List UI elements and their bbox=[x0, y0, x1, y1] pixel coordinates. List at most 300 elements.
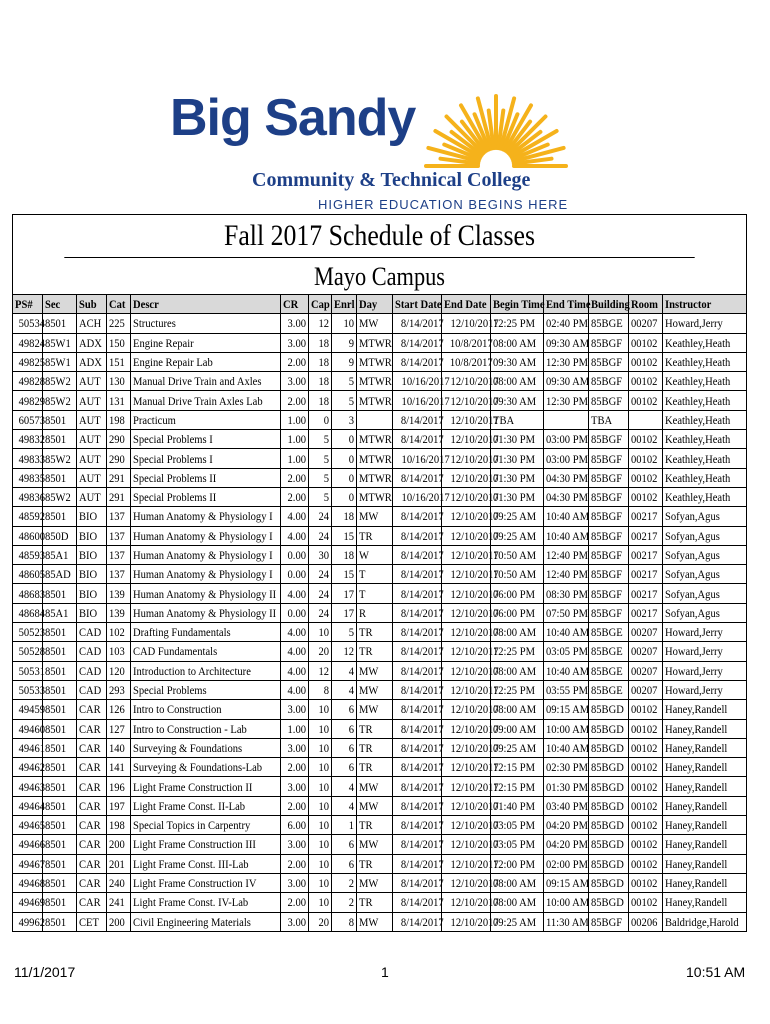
table-cell: TR bbox=[357, 719, 393, 738]
table-row bbox=[13, 372, 747, 391]
table-cell: 8501 bbox=[43, 642, 77, 661]
table-cell: TBA bbox=[491, 410, 544, 429]
table-cell: 3.00 bbox=[281, 873, 309, 892]
table-cell: 8/14/2017 bbox=[393, 700, 442, 719]
table-cell: 200 bbox=[107, 835, 131, 854]
table-cell: 2 bbox=[332, 893, 357, 912]
column-header: Begin Time bbox=[491, 295, 544, 314]
table-cell: 00217 bbox=[629, 603, 663, 622]
table-cell: 49836 bbox=[13, 487, 43, 506]
table-cell: ACH bbox=[77, 314, 107, 333]
table-row bbox=[13, 854, 747, 873]
table-cell: 08:00 AM bbox=[491, 623, 544, 642]
table-cell: 5 bbox=[332, 372, 357, 391]
table-cell: 12/10/2017 bbox=[442, 545, 491, 564]
table-cell: 8/14/2017 bbox=[393, 893, 442, 912]
table-cell: 6 bbox=[332, 719, 357, 738]
campus-name: Mayo Campus bbox=[313, 262, 446, 291]
table-cell: 8501 bbox=[43, 468, 77, 487]
column-header: Room bbox=[629, 295, 663, 314]
table-row bbox=[13, 719, 747, 738]
table-cell: 0.00 bbox=[281, 565, 309, 584]
table-cell: 3.00 bbox=[281, 372, 309, 391]
table-cell: 6 bbox=[332, 758, 357, 777]
table-cell: 241 bbox=[107, 893, 131, 912]
table-row bbox=[13, 430, 747, 449]
table-cell: CAD bbox=[77, 680, 107, 699]
table-cell: MW bbox=[357, 796, 393, 815]
table-row bbox=[13, 391, 747, 410]
table-cell: Human Anatomy & Physiology I bbox=[131, 545, 281, 564]
table-cell: 12/10/2017 bbox=[442, 507, 491, 526]
table-cell: 12/10/2017 bbox=[442, 526, 491, 545]
table-cell: 2.00 bbox=[281, 487, 309, 506]
table-cell: Surveying & Foundations bbox=[131, 738, 281, 757]
table-cell: 12:40 PM bbox=[544, 545, 589, 564]
table-cell: 02:00 PM bbox=[544, 854, 589, 873]
table-cell: 50533 bbox=[13, 680, 43, 699]
table-cell: 8/14/2017 bbox=[393, 777, 442, 796]
table-cell: 8501 bbox=[43, 777, 77, 796]
column-header: Cap bbox=[309, 295, 332, 314]
table-cell: Manual Drive Train and Axles bbox=[131, 372, 281, 391]
table-cell: CAD bbox=[77, 661, 107, 680]
table-cell: 10 bbox=[309, 816, 332, 835]
table-cell: 17 bbox=[332, 584, 357, 603]
table-cell: TR bbox=[357, 642, 393, 661]
table-cell: 8/14/2017 bbox=[393, 468, 442, 487]
table-cell: 12/10/2017 bbox=[442, 854, 491, 873]
table-cell: 1.00 bbox=[281, 410, 309, 429]
table-cell: 291 bbox=[107, 468, 131, 487]
table-cell: 49460 bbox=[13, 719, 43, 738]
table-cell: 85BGF bbox=[589, 333, 629, 352]
column-header: PS# bbox=[13, 295, 43, 314]
table-cell: 85BGF bbox=[589, 487, 629, 506]
table-cell: 49468 bbox=[13, 873, 43, 892]
table-cell: 139 bbox=[107, 584, 131, 603]
table-cell: 12/10/2017 bbox=[442, 719, 491, 738]
table-cell: 15 bbox=[332, 565, 357, 584]
table-cell: 6 bbox=[332, 738, 357, 757]
table-cell: 150 bbox=[107, 333, 131, 352]
table-cell: R bbox=[357, 603, 393, 622]
table-cell: AUT bbox=[77, 410, 107, 429]
table-row bbox=[13, 623, 747, 642]
table-cell: 48683 bbox=[13, 584, 43, 603]
table-cell: 8/14/2017 bbox=[393, 314, 442, 333]
table-cell: 12/10/2017 bbox=[442, 565, 491, 584]
table-cell: Keathley,Heath bbox=[663, 391, 747, 410]
table-cell: CAD bbox=[77, 623, 107, 642]
table-cell: 08:00 AM bbox=[491, 893, 544, 912]
column-header: Enrl bbox=[332, 295, 357, 314]
table-cell: 4.00 bbox=[281, 623, 309, 642]
table-cell: 01:30 PM bbox=[491, 487, 544, 506]
table-cell: 3.00 bbox=[281, 700, 309, 719]
table-cell: 1 bbox=[332, 816, 357, 835]
table-cell: 9 bbox=[332, 352, 357, 371]
table-cell: 10:40 AM bbox=[544, 738, 589, 757]
table-cell: 2 bbox=[332, 873, 357, 892]
table-header-row bbox=[13, 295, 747, 314]
table-cell: 120 bbox=[107, 661, 131, 680]
table-cell: Light Frame Construction III bbox=[131, 835, 281, 854]
table-cell: 12/10/2017 bbox=[442, 642, 491, 661]
table-cell: 12/10/2017 bbox=[442, 623, 491, 642]
table-cell: 00102 bbox=[629, 700, 663, 719]
table-cell: 8501 bbox=[43, 507, 77, 526]
table-cell: 2.00 bbox=[281, 854, 309, 873]
table-cell: T bbox=[357, 584, 393, 603]
table-cell: 8501 bbox=[43, 835, 77, 854]
table-cell: Surveying & Foundations-Lab bbox=[131, 758, 281, 777]
table-cell: 103 bbox=[107, 642, 131, 661]
table-cell: 49824 bbox=[13, 333, 43, 352]
table-row bbox=[13, 680, 747, 699]
table-cell: 137 bbox=[107, 526, 131, 545]
table-cell: 2.00 bbox=[281, 391, 309, 410]
table-cell: 10/8/2017 bbox=[442, 333, 491, 352]
table-cell: 04:30 PM bbox=[544, 487, 589, 506]
table-cell: Sofyan,Agus bbox=[663, 545, 747, 564]
table-cell: 12:00 PM bbox=[491, 854, 544, 873]
table-cell: 48600 bbox=[13, 526, 43, 545]
table-cell: 12/10/2017 bbox=[442, 391, 491, 410]
table-cell: 09:30 AM bbox=[491, 352, 544, 371]
table-cell: 12/10/2017 bbox=[442, 430, 491, 449]
table-cell: 85BGF bbox=[589, 430, 629, 449]
table-row bbox=[13, 661, 747, 680]
table-cell: TBA bbox=[589, 410, 629, 429]
table-cell: 08:00 AM bbox=[491, 873, 544, 892]
table-cell: 4.00 bbox=[281, 507, 309, 526]
table-cell: 3 bbox=[332, 410, 357, 429]
table-row bbox=[13, 796, 747, 815]
table-cell: 0 bbox=[332, 449, 357, 468]
table-cell: 12/10/2017 bbox=[442, 603, 491, 622]
table-cell: 09:00 AM bbox=[491, 719, 544, 738]
table-cell: 00102 bbox=[629, 854, 663, 873]
footer-time: 10:51 AM bbox=[686, 964, 746, 980]
table-cell: Light Frame Const. III-Lab bbox=[131, 854, 281, 873]
table-cell: 24 bbox=[309, 526, 332, 545]
table-cell: 00217 bbox=[629, 507, 663, 526]
table-cell: AUT bbox=[77, 449, 107, 468]
table-cell: 00102 bbox=[629, 449, 663, 468]
table-cell: 3.00 bbox=[281, 738, 309, 757]
table-cell: 8 bbox=[332, 912, 357, 931]
table-row bbox=[13, 468, 747, 487]
college-logo bbox=[170, 89, 590, 216]
table-cell: MTWR bbox=[357, 391, 393, 410]
table-cell: BIO bbox=[77, 545, 107, 564]
table-cell: Haney,Randell bbox=[663, 796, 747, 815]
table-cell: 48684 bbox=[13, 603, 43, 622]
table-cell: 24 bbox=[309, 584, 332, 603]
table-cell: 49835 bbox=[13, 468, 43, 487]
table-cell: MW bbox=[357, 777, 393, 796]
table-cell: 12:30 PM bbox=[544, 352, 589, 371]
table-cell: 00207 bbox=[629, 314, 663, 333]
table-cell: 8/14/2017 bbox=[393, 603, 442, 622]
table-cell: MTWR bbox=[357, 352, 393, 371]
table-cell: Manual Drive Train Axles Lab bbox=[131, 391, 281, 410]
table-cell: 85BGD bbox=[589, 816, 629, 835]
column-header: Start Date bbox=[393, 295, 442, 314]
table-cell: 03:00 PM bbox=[544, 430, 589, 449]
table-cell: 10 bbox=[309, 854, 332, 873]
table-cell: 12/10/2017 bbox=[442, 835, 491, 854]
table-cell: 293 bbox=[107, 680, 131, 699]
table-cell: CAD Fundamentals bbox=[131, 642, 281, 661]
table-cell: 10 bbox=[309, 893, 332, 912]
table-cell: 85BGD bbox=[589, 873, 629, 892]
table-cell: 198 bbox=[107, 410, 131, 429]
table-cell: MTWR bbox=[357, 468, 393, 487]
table-cell: 01:30 PM bbox=[491, 468, 544, 487]
table-cell: Haney,Randell bbox=[663, 719, 747, 738]
table-cell: MW bbox=[357, 314, 393, 333]
table-cell: 5 bbox=[309, 487, 332, 506]
table-cell: 8/14/2017 bbox=[393, 430, 442, 449]
table-row bbox=[13, 700, 747, 719]
table-cell: 08:00 AM bbox=[491, 661, 544, 680]
table-cell: 00102 bbox=[629, 372, 663, 391]
table-cell: T bbox=[357, 565, 393, 584]
table-row bbox=[13, 758, 747, 777]
table-row bbox=[13, 816, 747, 835]
table-cell: Human Anatomy & Physiology II bbox=[131, 584, 281, 603]
table-cell: 8/14/2017 bbox=[393, 642, 442, 661]
table-cell: 08:00 AM bbox=[491, 333, 544, 352]
column-header: Sub bbox=[77, 295, 107, 314]
table-cell: 10:50 AM bbox=[491, 545, 544, 564]
table-cell: 140 bbox=[107, 738, 131, 757]
table-cell: CAR bbox=[77, 738, 107, 757]
table-cell: Light Frame Construction IV bbox=[131, 873, 281, 892]
table-cell: 85W2 bbox=[43, 391, 77, 410]
table-cell: Special Problems bbox=[131, 680, 281, 699]
table-cell: 201 bbox=[107, 854, 131, 873]
table-cell: 240 bbox=[107, 873, 131, 892]
table-cell: 8/14/2017 bbox=[393, 661, 442, 680]
table-cell: 00207 bbox=[629, 642, 663, 661]
table-cell: 8/14/2017 bbox=[393, 333, 442, 352]
table-cell: 49828 bbox=[13, 372, 43, 391]
table-cell: 03:05 PM bbox=[544, 642, 589, 661]
table-cell: 85W2 bbox=[43, 487, 77, 506]
table-cell: 06:00 PM bbox=[491, 603, 544, 622]
table-cell: 85BGD bbox=[589, 738, 629, 757]
table-cell: 07:50 PM bbox=[544, 603, 589, 622]
table-cell: Howard,Jerry bbox=[663, 661, 747, 680]
table-cell: 6.00 bbox=[281, 816, 309, 835]
table-cell: 49464 bbox=[13, 796, 43, 815]
table-cell: 0 bbox=[332, 430, 357, 449]
table-cell: 10 bbox=[309, 719, 332, 738]
table-cell: CAR bbox=[77, 700, 107, 719]
table-cell: CAR bbox=[77, 777, 107, 796]
table-cell: 00207 bbox=[629, 623, 663, 642]
table-cell: 1.00 bbox=[281, 449, 309, 468]
table-cell: 60573 bbox=[13, 410, 43, 429]
schedule-header-frame bbox=[12, 214, 747, 295]
table-cell: 5 bbox=[309, 449, 332, 468]
table-cell: Special Problems I bbox=[131, 430, 281, 449]
table-cell: 137 bbox=[107, 507, 131, 526]
table-cell: Sofyan,Agus bbox=[663, 526, 747, 545]
table-cell: CAR bbox=[77, 835, 107, 854]
table-cell: Light Frame Construction II bbox=[131, 777, 281, 796]
table-cell: 3.00 bbox=[281, 777, 309, 796]
table-cell: 12 bbox=[309, 314, 332, 333]
table-cell: CAR bbox=[77, 816, 107, 835]
table-cell: 12:40 PM bbox=[544, 565, 589, 584]
table-cell: 10 bbox=[309, 873, 332, 892]
table-cell: 01:30 PM bbox=[544, 777, 589, 796]
table-cell: 200 bbox=[107, 912, 131, 931]
table-cell: 00102 bbox=[629, 873, 663, 892]
table-cell: 12:25 PM bbox=[491, 642, 544, 661]
table-cell: 85BGF bbox=[589, 352, 629, 371]
table-cell: 10/16/2017 bbox=[393, 449, 442, 468]
table-cell: Keathley,Heath bbox=[663, 372, 747, 391]
table-cell: 24 bbox=[309, 507, 332, 526]
table-cell: 2.00 bbox=[281, 468, 309, 487]
column-header: Cat bbox=[107, 295, 131, 314]
table-cell: 85BGF bbox=[589, 545, 629, 564]
table-cell: Special Problems II bbox=[131, 468, 281, 487]
table-cell: 49467 bbox=[13, 854, 43, 873]
table-cell: 139 bbox=[107, 603, 131, 622]
table-cell: 8/14/2017 bbox=[393, 758, 442, 777]
table-cell: 4.00 bbox=[281, 661, 309, 680]
table-cell: 08:00 AM bbox=[491, 372, 544, 391]
table-cell: 10 bbox=[309, 758, 332, 777]
table-cell: 0 bbox=[309, 410, 332, 429]
table-cell: 12/10/2017 bbox=[442, 487, 491, 506]
table-cell: 09:25 AM bbox=[491, 738, 544, 757]
table-cell: 85A1 bbox=[43, 603, 77, 622]
table-cell: 12/10/2017 bbox=[442, 372, 491, 391]
table-cell: 0.00 bbox=[281, 545, 309, 564]
table-cell: 85BGE bbox=[589, 623, 629, 642]
table-cell: 18 bbox=[309, 333, 332, 352]
table-cell: 09:30 AM bbox=[544, 372, 589, 391]
table-cell: 17 bbox=[332, 603, 357, 622]
table-cell: Sofyan,Agus bbox=[663, 584, 747, 603]
table-cell: Introduction to Architecture bbox=[131, 661, 281, 680]
table-cell: 12/10/2017 bbox=[442, 700, 491, 719]
table-cell: TR bbox=[357, 758, 393, 777]
table-cell: 09:25 AM bbox=[491, 507, 544, 526]
table-cell bbox=[544, 410, 589, 429]
table-cell: 8501 bbox=[43, 873, 77, 892]
table-cell: Intro to Construction bbox=[131, 700, 281, 719]
table-cell: 08:30 PM bbox=[544, 584, 589, 603]
table-cell: 10:40 AM bbox=[544, 661, 589, 680]
table-cell: Haney,Randell bbox=[663, 700, 747, 719]
table-cell: 8/14/2017 bbox=[393, 584, 442, 603]
table-cell: Special Topics in Carpentry bbox=[131, 816, 281, 835]
table-cell: 85AD bbox=[43, 565, 77, 584]
table-cell: 85BGF bbox=[589, 468, 629, 487]
column-header: End Date bbox=[442, 295, 491, 314]
table-cell: CAR bbox=[77, 719, 107, 738]
table-cell: 00102 bbox=[629, 391, 663, 410]
table-cell: 197 bbox=[107, 796, 131, 815]
table-row bbox=[13, 835, 747, 854]
table-cell: 8/14/2017 bbox=[393, 565, 442, 584]
table-cell: 127 bbox=[107, 719, 131, 738]
table-cell: 48593 bbox=[13, 545, 43, 564]
table-cell: Howard,Jerry bbox=[663, 623, 747, 642]
table-cell: 8/14/2017 bbox=[393, 719, 442, 738]
table-cell: 00102 bbox=[629, 719, 663, 738]
column-header: CR bbox=[281, 295, 309, 314]
table-cell: 85BGF bbox=[589, 372, 629, 391]
table-cell: 9 bbox=[332, 333, 357, 352]
table-cell: BIO bbox=[77, 526, 107, 545]
table-cell: 0.00 bbox=[281, 603, 309, 622]
table-cell: 85BGE bbox=[589, 642, 629, 661]
table-cell: TR bbox=[357, 623, 393, 642]
table-cell: 08:00 AM bbox=[491, 700, 544, 719]
table-cell: 8/14/2017 bbox=[393, 854, 442, 873]
column-header: End Time bbox=[544, 295, 589, 314]
table-cell: 8/14/2017 bbox=[393, 545, 442, 564]
table-cell: 10:00 AM bbox=[544, 893, 589, 912]
table-cell: 8501 bbox=[43, 584, 77, 603]
table-row bbox=[13, 352, 747, 371]
table-cell: 85BGF bbox=[589, 584, 629, 603]
table-cell: 8/14/2017 bbox=[393, 835, 442, 854]
table-cell: 131 bbox=[107, 391, 131, 410]
table-cell: 3.00 bbox=[281, 835, 309, 854]
table-cell: 8/14/2017 bbox=[393, 352, 442, 371]
table-cell: MTWR bbox=[357, 449, 393, 468]
table-cell: 09:30 AM bbox=[544, 333, 589, 352]
table-cell: 00102 bbox=[629, 777, 663, 796]
table-cell: 85BGF bbox=[589, 526, 629, 545]
table-cell: 85BGD bbox=[589, 758, 629, 777]
table-cell: 291 bbox=[107, 487, 131, 506]
table-row bbox=[13, 642, 747, 661]
table-cell: 12/10/2017 bbox=[442, 680, 491, 699]
table-cell: 50523 bbox=[13, 623, 43, 642]
table-cell: 8501 bbox=[43, 410, 77, 429]
table-cell: Sofyan,Agus bbox=[663, 507, 747, 526]
table-cell: 196 bbox=[107, 777, 131, 796]
table-cell: 850D bbox=[43, 526, 77, 545]
table-cell: 85W1 bbox=[43, 352, 77, 371]
table-cell: 00207 bbox=[629, 680, 663, 699]
table-cell: 01:30 PM bbox=[491, 430, 544, 449]
table-cell: 12/10/2017 bbox=[442, 661, 491, 680]
table-cell: 137 bbox=[107, 565, 131, 584]
table-cell: 50528 bbox=[13, 642, 43, 661]
table-cell: Human Anatomy & Physiology I bbox=[131, 565, 281, 584]
table-cell: 49829 bbox=[13, 391, 43, 410]
table-cell: 12/10/2017 bbox=[442, 893, 491, 912]
table-cell: 01:30 PM bbox=[491, 449, 544, 468]
table-cell: 00217 bbox=[629, 526, 663, 545]
table-cell: 85BGF bbox=[589, 912, 629, 931]
table-cell: 50534 bbox=[13, 314, 43, 333]
table-cell: 00102 bbox=[629, 796, 663, 815]
table-cell: 00206 bbox=[629, 912, 663, 931]
